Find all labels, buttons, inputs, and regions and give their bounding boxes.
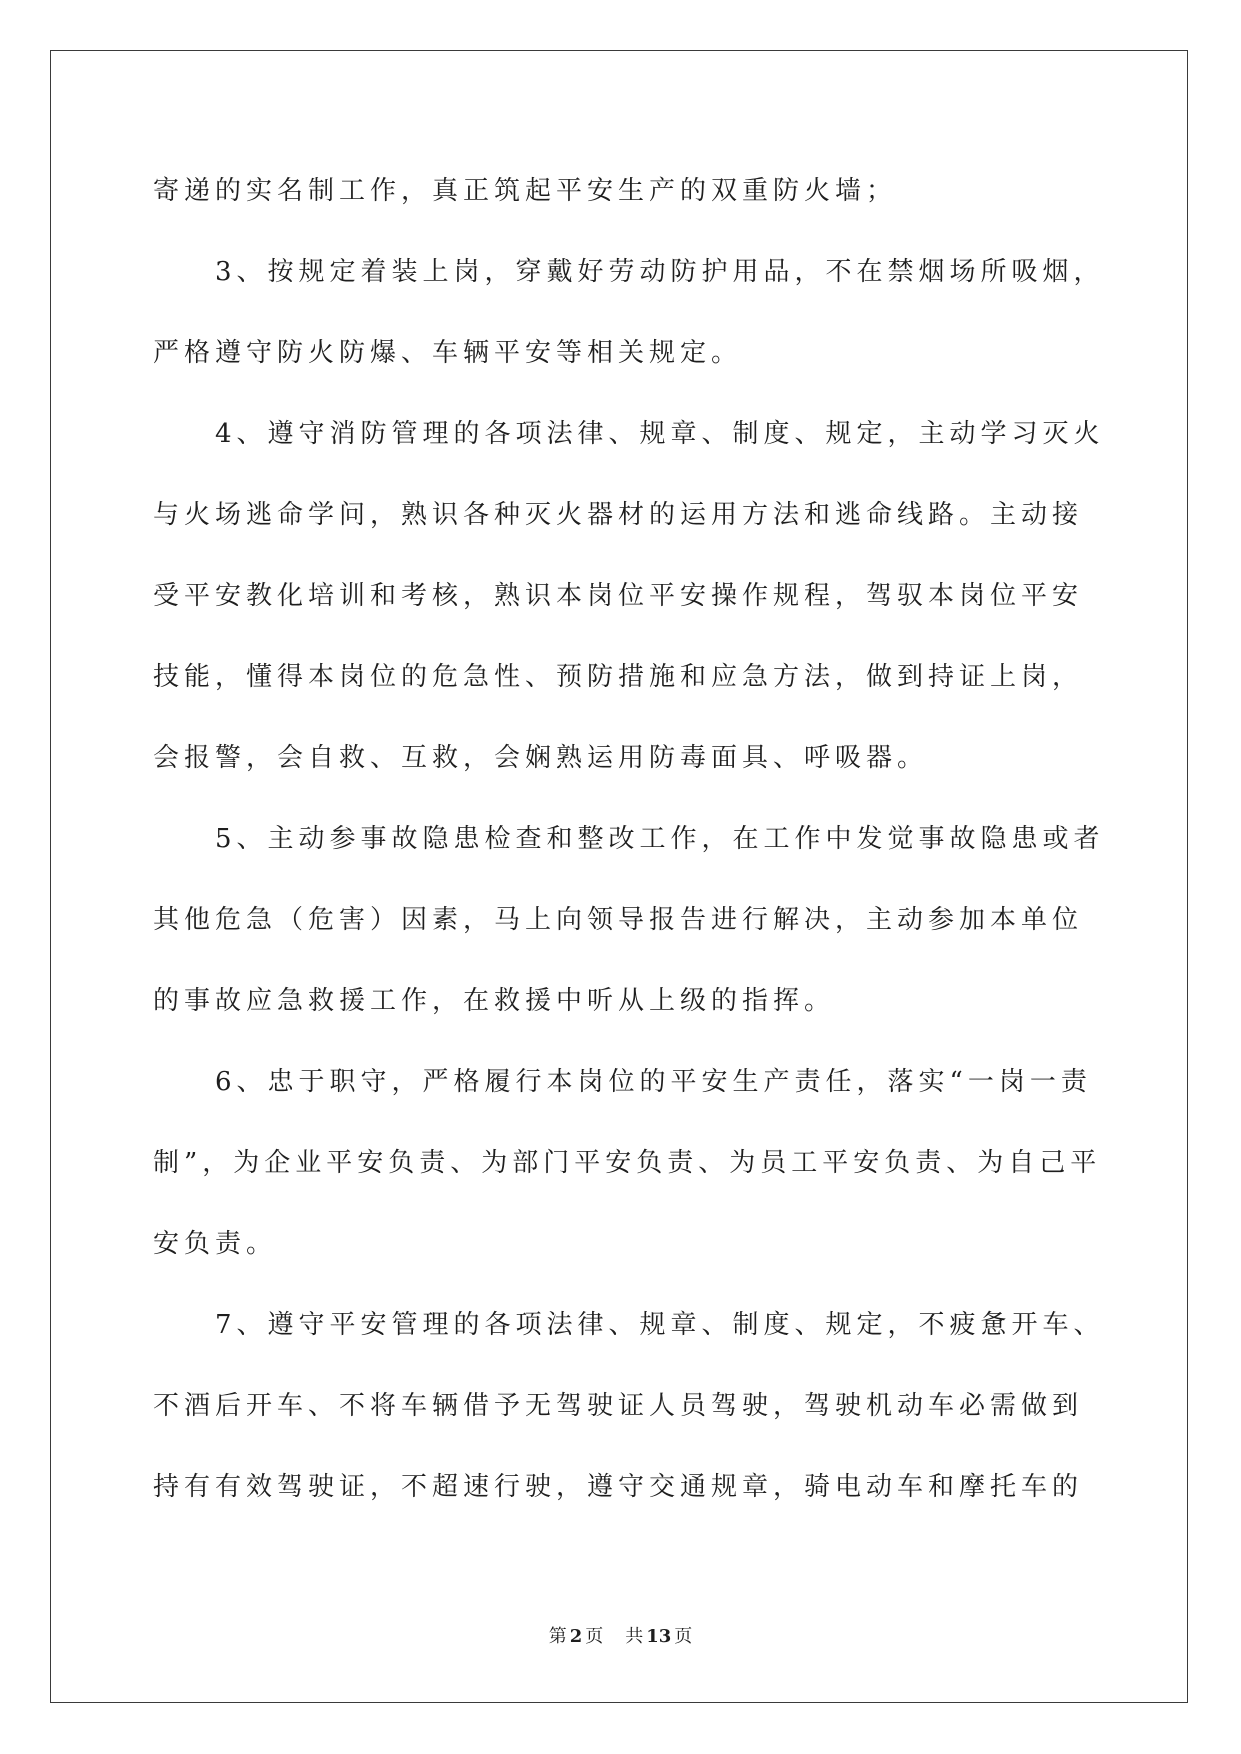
text-line: 的事故应急救援工作，在救援中听从上级的指挥。 <box>153 986 836 1016</box>
text-line: 受平安教化培训和考核，熟识本岗位平安操作规程，驾驭本岗位平安 <box>153 581 1084 611</box>
text-line: 严格遵守防火防爆、车辆平安等相关规定。 <box>153 338 743 368</box>
text-line: 持有有效驾驶证，不超速行驶，遵守交通规章，骑电动车和摩托车的 <box>153 1472 1084 1502</box>
total-pages-suffix: 页 <box>674 1626 693 1647</box>
total-pages-number: 13 <box>646 1626 672 1647</box>
paragraph-item-6 <box>153 1042 1153 1285</box>
paragraph-item-3 <box>153 232 1153 394</box>
paragraph-item-4 <box>153 394 1153 799</box>
page-footer <box>0 1622 1241 1652</box>
text-line: 制”，为企业平安负责、为部门平安负责、为员工平安负责、为自己平 <box>153 1148 1102 1178</box>
text-line: 安负责。 <box>153 1229 278 1259</box>
current-page-number: 2 <box>569 1626 583 1647</box>
paragraph-item-5 <box>153 799 1153 1042</box>
text-line: 7、遵守平安管理的各项法律、规章、制度、规定，不疲惫开车、 <box>215 1310 1105 1340</box>
text-line: 会报警，会自救、互救，会娴熟运用防毒面具、呼吸器。 <box>153 743 929 773</box>
page-number-prefix: 第 <box>548 1626 567 1647</box>
paragraph-item-7 <box>153 1285 1153 1528</box>
text-line: 其他危急（危害）因素，马上向领导报告进行解决，主动参加本单位 <box>153 905 1084 935</box>
paragraph-continuation <box>153 151 1153 232</box>
text-line: 技能，懂得本岗位的危急性、预防措施和应急方法，做到持证上岗， <box>153 662 1084 692</box>
text-line: 寄递的实名制工作，真正筑起平安生产的双重防火墙； <box>153 176 898 206</box>
text-line: 与火场逃命学问，熟识各种灭火器材的运用方法和逃命线路。主动接 <box>153 500 1084 530</box>
page-number-suffix: 页 <box>585 1626 604 1647</box>
text-line: 5、主动参事故隐患检查和整改工作，在工作中发觉事故隐患或者 <box>215 824 1105 854</box>
document-body <box>153 151 1153 1528</box>
text-line: 4、遵守消防管理的各项法律、规章、制度、规定，主动学习灭火 <box>215 419 1105 449</box>
text-line: 6、忠于职守，严格履行本岗位的平安生产责任，落实“一岗一责 <box>215 1067 1092 1097</box>
text-line: 3、按规定着装上岗，穿戴好劳动防护用品，不在禁烟场所吸烟， <box>215 257 1105 287</box>
total-pages-prefix: 共 <box>625 1626 644 1647</box>
text-line: 不酒后开车、不将车辆借予无驾驶证人员驾驶，驾驶机动车必需做到 <box>153 1391 1084 1421</box>
